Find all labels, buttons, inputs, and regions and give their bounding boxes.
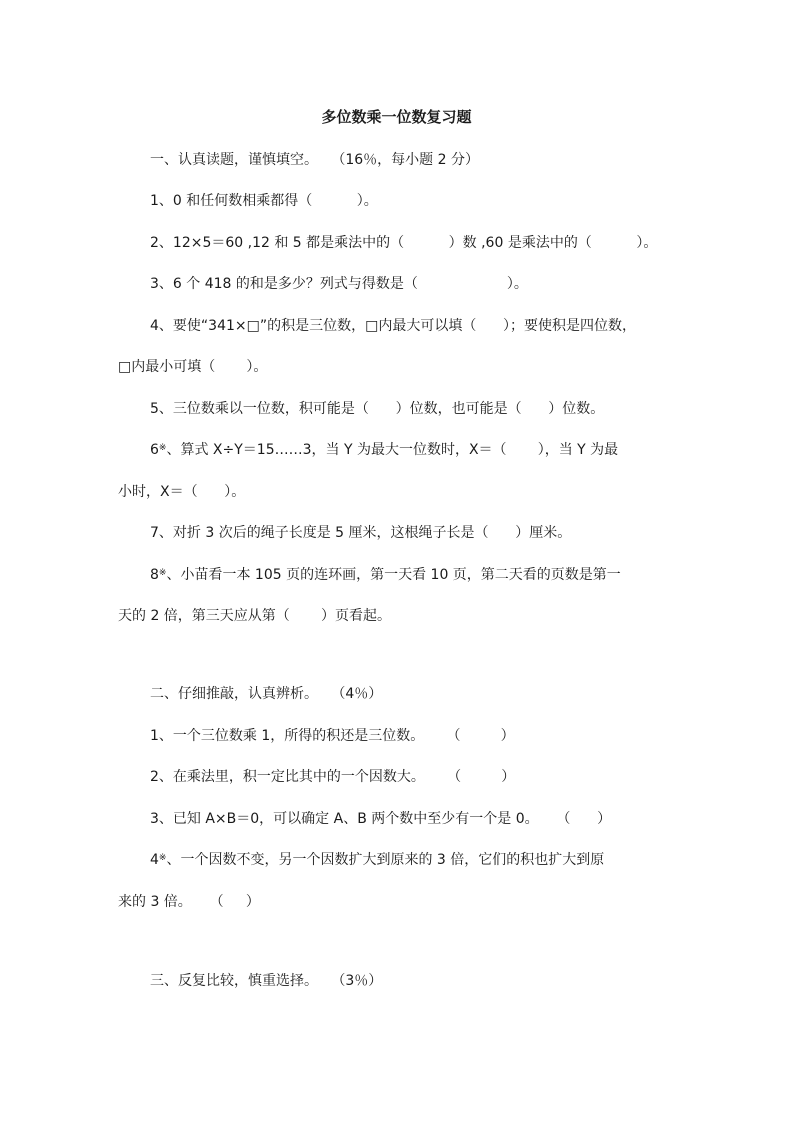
page-title: 多位数乘一位数复习题 [321,108,472,126]
star-mark-icon: ※ [158,443,167,453]
star-mark-icon: ※ [158,568,167,578]
question-2-2: 2、在乘法里，积一定比其中的一个因数大。 （ ） [150,769,516,785]
question-1-6 [150,440,618,460]
section-1-heading: 一、认真读题，谨慎填空。 （16％，每小题 2 分） [150,152,479,168]
question-1-2: 2、12×5＝60 ,12 和 5 都是乘法中的（ ）数 ,60 是乘法中的（ ）。 [150,235,658,251]
question-1-3: 3、6 个 418 的和是多少？列式与得数是（ ）。 [150,276,528,292]
question-1-1: 1、0 和任何数相乘都得（ ）。 [150,193,378,209]
star-mark-icon: ※ [158,853,167,863]
question-text: 、小苗看一本 105 页的连环画，第一天看 10 页，第二天看的页数是第一 [166,567,621,583]
question-1-4: 4、要使“341×□”的积是三位数，□内最大可以填（ ）；要使积是四位数， [150,318,637,334]
question-text: 、一个因数不变，另一个因数扩大到原来的 3 倍，它们的积也扩大到原 [166,852,605,868]
question-1-8 [150,565,621,585]
question-number: 6 [150,442,159,458]
question-2-4-continued: 来的 3 倍。 （ ） [118,894,260,910]
question-text: 、算式 X÷Y＝15……3，当 Y 为最大一位数时，X＝（ ），当 Y 为最 [166,442,619,458]
question-1-8-continued: 天的 2 倍，第三天应从第（ ）页看起。 [118,608,391,624]
question-2-3: 3、已知 A×B＝0，可以确定 A、B 两个数中至少有一个是 0。 （ ） [150,811,612,827]
question-2-4 [150,850,604,870]
question-1-4-continued: □内最小可填（ ）。 [118,359,268,375]
section-3-heading: 三、反复比较，慎重选择。 （3％） [150,973,383,989]
section-2-heading: 二、仔细推敲，认真辨析。 （4％） [150,686,383,702]
question-number: 4 [150,852,159,868]
question-2-1: 1、一个三位数乘 1，所得的积还是三位数。 （ ） [150,728,515,744]
question-1-6-continued: 小时，X＝（ ）。 [118,484,246,500]
question-1-7: 7、对折 3 次后的绳子长度是 5 厘米，这根绳子长是（ ）厘米。 [150,525,572,541]
question-number: 8 [150,567,159,583]
question-1-5: 5、三位数乘以一位数，积可能是（ ）位数，也可能是（ ）位数。 [150,401,605,417]
